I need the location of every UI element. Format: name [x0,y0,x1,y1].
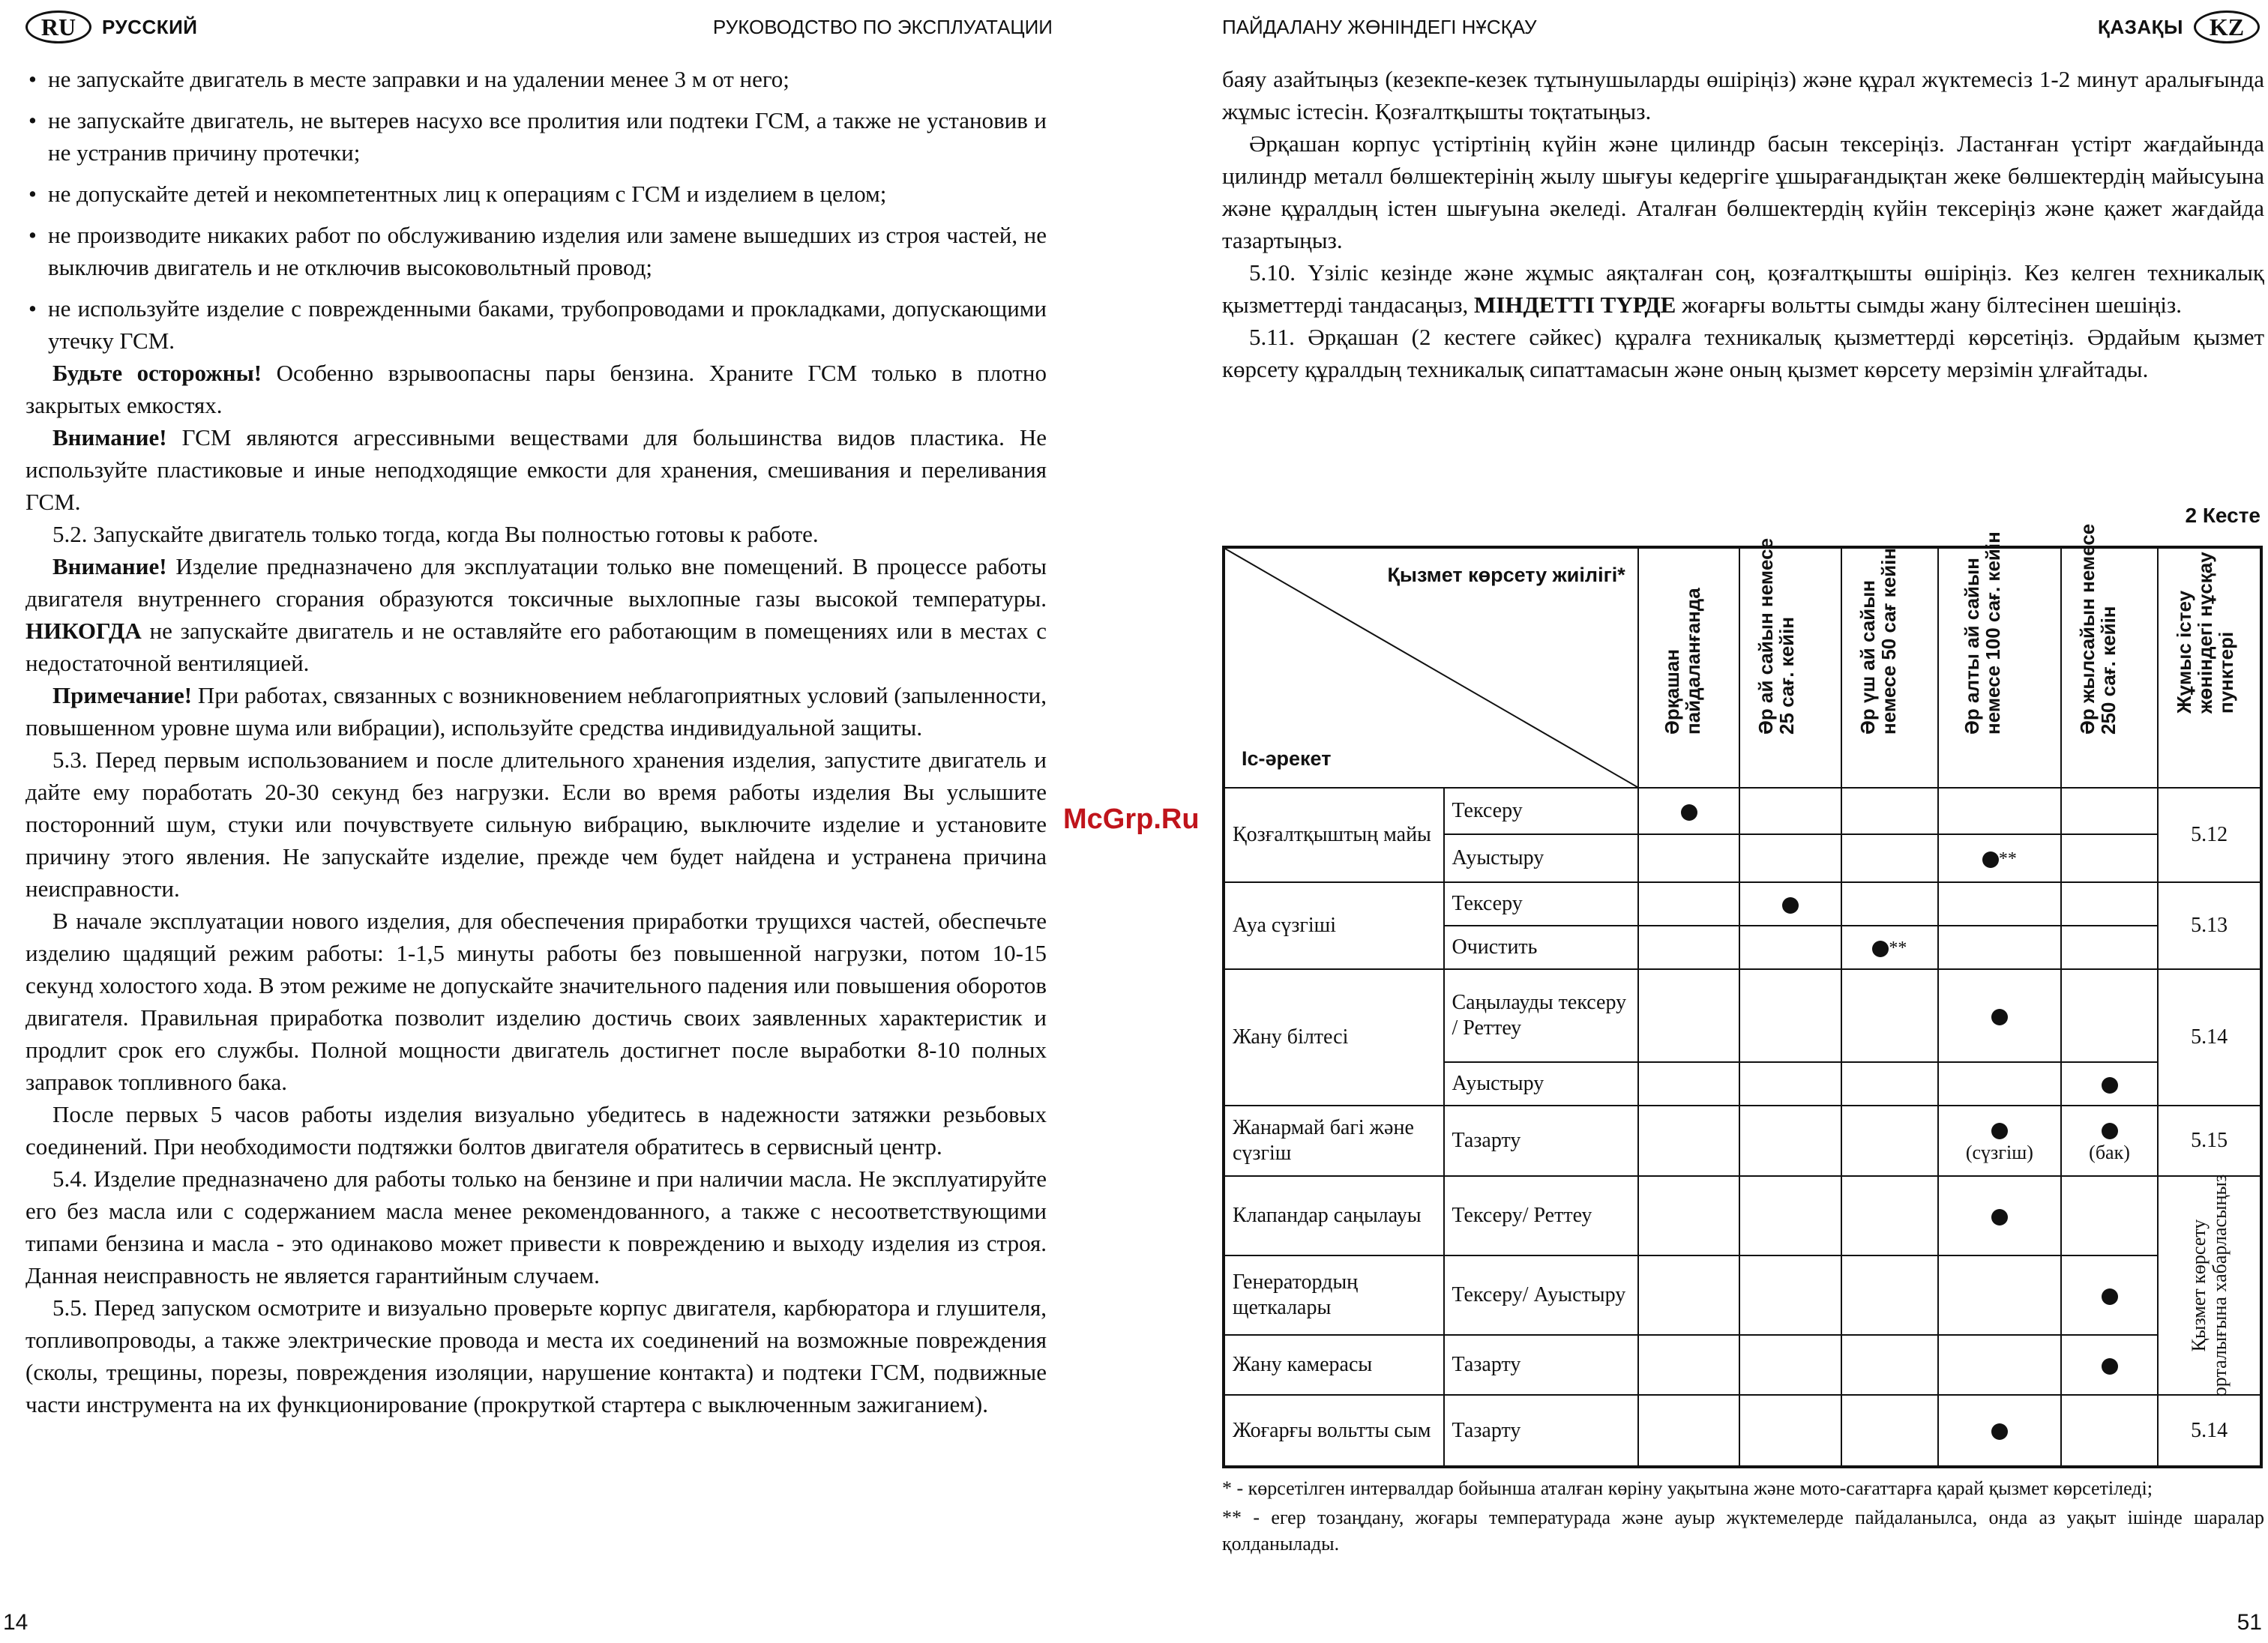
frequency-label: Қызмет көрсету жиілігі* [1387,564,1625,586]
service-center-note: Қызмет көрсету орталығына хабарласыңыз [2187,1174,2231,1397]
item-cell: Ауа сүзгіші [1224,882,1444,969]
column-header: Әр жылсайын немесе 250 сағ. кейін [2061,547,2159,788]
item-cell: Жану білтесі [1224,969,1444,1106]
mark-dot [1782,897,1799,914]
bullet-item: • не запускайте двигатель в месте заправки и на удалении менее 3 м от него; [25,63,1047,95]
mark-cell [2061,1255,2159,1335]
item-cell: Генератордың щеткалары [1224,1255,1444,1335]
section-5-11: 5.11. Әрқашан (2 кестеге сәйкес) құралға техникалық қызметтерді көрсетіңіз. Әрдайым қызмет көрсету құралдың техникалық сипаттамасын және оның қызмет көрсету мерзімін ұлғайтады. [1222,324,2264,382]
mark-dot [1991,1423,2008,1440]
bullet-item: • не допускайте детей и некомпетентных лиц к операциям с ГСМ и изделием в целом; [25,178,1047,210]
section-5-5: 5.5. Перед запуском осмотрите и визуально проверьте корпус двигателя, карбюратора и глушителя, топливопроводы, а также электрические провода и места их соединений на возможные повреждения (сколы, трещины, порезы, повреждения изоляции, нарушение контакта) и подтеки ГСМ, подвижные части инструмента на их функционирование (прокруткой стартера с выключенным зажиганием). [25,1294,1047,1417]
action-cell: Очистить [1444,926,1638,969]
table-row [1224,1335,2261,1395]
action-cell: Саңылауды тексеру / Реттеу [1444,969,1638,1062]
service-center-note-cell [2158,1176,2261,1395]
action-cell: Тазарту [1444,1106,1638,1176]
action-cell: Ауыстыру [1444,834,1638,882]
left-header-title: РУКОВОДСТВО ПО ЭКСПЛУАТАЦИИ [712,15,1053,38]
action-cell: Ауыстыру [1444,1062,1638,1106]
mark-cell [1938,1176,2061,1255]
bullet-item: • не производите никаких работ по обслуживанию изделия или замене вышедших из строя частей, не выключив двигатель и не отключив высоковольтный провод; [25,219,1047,283]
mark-dot [1991,1209,2008,1226]
action-cell: Тексеру [1444,788,1638,834]
column-header: Әр ай сайын немесе 25 сағ. кейін [1739,547,1841,788]
left-language-name: РУССКИЙ [102,15,198,38]
action-cell: Тексеру/ Ауыстыру [1444,1255,1638,1335]
after-5-hours-paragraph: После первых 5 часов работы изделия визуально убедитесь в надежности затяжки резьбовых соединений. При необходимости подтяжки болтов двигателя обратитесь в сервисный центр. [25,1101,1047,1160]
mark-cell [1938,834,2061,882]
mark-cell [2061,1106,2159,1176]
item-cell: Қозғалтқыштың майы [1224,788,1444,882]
table-row [1224,1255,2261,1335]
section-5-2: 5.2. Запускайте двигатель только тогда, когда Вы полностью готовы к работе. [52,521,819,547]
mark-caption: (сүзгіш) [1965,1142,2033,1163]
column-header: Әр үш ай сайын немесе 50 сағ кейін [1841,547,1938,788]
table-row [1224,1176,2261,1255]
action-cell: Тексеру [1444,882,1638,926]
action-cell: Тазарту [1444,1335,1638,1395]
watermark: McGrp.Ru [1063,804,1200,835]
column-header: Әр алты ай сайын немесе 100 сағ. кейін [1938,547,2061,788]
section-5-3: 5.3. Перед первым использованием и после длительного хранения изделия, запустите двигатель и дайте ему поработать 20-30 секунд без нагрузки. Если во время работы изделия Вы услышите посторонний шум, стуки или почувствуете сильную вибрацию, выключите изделие и установите причину этого явления. Не запускайте изделие, прежде чем будет найдена и устранена причина неисправности. [25,747,1047,902]
action-cell: Тексеру/ Реттеу [1444,1176,1638,1255]
ref-cell: 5.14 [2158,1395,2261,1467]
mark-cell [1938,1395,2061,1467]
mark-cell [1739,882,1841,926]
table-row [1224,1106,2261,1176]
mark-dot [2102,1123,2118,1139]
continued-paragraph: баяу азайтыңыз (кезекпе-кезек тұтынушыларды өшіріңіз) және құрал жүктемесіз 1-2 минут аралығында жұмыс істесін. Қозғалтқышты тоқтатыңыз. [1222,66,2264,124]
mark-cell [1938,1106,2061,1176]
footnote-double-asterisk: ** - егер тозаңдану, жоғары температурада және ауыр жүктемелерде пайдаланылса, онда аз уақыт ішінде шаралар қолданылады. [1222,1507,2264,1555]
bullet-item: • не запускайте двигатель, не вытерев насухо все пролития или подтеки ГСМ, а также не установив и не устранив причину протечки; [25,104,1047,169]
safety-bullet-list [25,63,1047,357]
mark-cell [1841,926,1938,969]
item-cell: Жанармай багі және сүзгіш [1224,1106,1444,1176]
action-label: Іс-әрекет [1242,747,1332,770]
ref-cell: 5.15 [2158,1106,2261,1176]
right-body-text [1222,63,2264,385]
table-row [1224,882,2261,926]
mark-dot [2102,1358,2118,1375]
table-row [1224,969,2261,1062]
column-header: Әрқашан пайдаланғанда [1638,547,1739,788]
mark-dot [1991,1123,2008,1139]
right-language-name: ҚАЗАҚЫ [2097,15,2183,38]
right-page-header [1222,10,2260,43]
bullet-item: • не используйте изделие с поврежденными баками, трубопроводами и прокладками, допускающими утечку ГСМ. [25,292,1047,357]
double-asterisk: ** [1998,849,2017,869]
item-cell: Жоғарғы вольтты сым [1224,1395,1444,1467]
note-paragraph: Примечание! При работах, связанных с возникновением неблагоприятных условий (запыленности, повышенном уровне шума или вибрации), используйте средства индивидуальной защиты. [25,682,1047,741]
table-row [1224,1395,2261,1467]
mark-caption: (бак) [2089,1142,2130,1163]
maintenance-table [1222,523,2263,1468]
item-cell: Жану камерасы [1224,1335,1444,1395]
diagonal-header-cell [1224,547,1638,788]
mark-cell [2061,1062,2159,1106]
section-5-10: 5.10. Үзіліс кезінде және жұмыс аяқталған соң, қозғалтқышты өшіріңіз. Кез келген техникалық қызметтерді тандасаңыз, МІНДЕТТІ ТҮРДЕ жоғарғы вольтты сымды жану білтесінен шешіңіз. [1222,259,2264,318]
attention-outdoor-paragraph: Внимание! Изделие предназначено для эксплуатации только вне помещений. В процессе работы двигателя внутреннего сгорания образуются токсичные выхлопные газы высокой температуры. НИКОГДА не запускайте двигатель и не оставляйте его работающим в помещениях или в местах с недостаточной вентиляцией. [25,553,1047,676]
double-asterisk: ** [1889,938,1907,959]
attention-plastic-paragraph: Внимание! ГСМ являются агрессивными веществами для большинства видов пластика. Не используйте пластиковые и иные неподходящие емкости для хранения, смешивания и переливания ГСМ. [25,424,1047,515]
ref-cell: 5.12 [2158,788,2261,882]
mark-dot [2102,1077,2118,1094]
table-footnotes [1222,1475,2264,1557]
ref-cell: 5.13 [2158,882,2261,969]
table-header-row [1224,547,2261,788]
mark-dot [1982,851,1999,868]
mark-dot [1681,804,1697,821]
section-5-4: 5.4. Изделие предназначено для работы только на бензине и при наличии масла. Не эксплуатируйте его без масла или с содержанием масла менее рекомендованного, а также с несоответствующими типами бензина и масла - это одинаково может привести к повреждению и выходу изделия из строя. Данная неисправность не является гарантийным случаем. [25,1166,1047,1288]
left-page-number: 14 [3,1610,28,1635]
mark-cell [1638,788,1739,834]
mark-dot [1991,1009,2008,1025]
check-housing-paragraph: Әрқашан корпус үстіртінің күйін және цилиндр басын тексеріңіз. Ластанған үстірт жағдайында цилиндр металл бөлшектерінің жылу шығуы кедергіге ұшырағандықтан жеке бөлшектердің майысуына және құралдың істен шығуына әкеледі. Аталған бөлшектердің күйін тексеріңіз және қажет жағдайда тазартыңыз. [1222,130,2264,253]
mark-dot [2102,1288,2118,1305]
table-row [1224,788,2261,834]
mark-cell [1938,969,2061,1062]
right-page-number: 51 [2237,1610,2262,1635]
break-in-paragraph: В начале эксплуатации нового изделия, для обеспечения приработки трущихся частей, обеспечьте изделию щадящий режим работы: 1-1,5 минуты работы без повышенной нагрузки, потом 10-15 секунд холостого хода. В этом режиме не допускайте значительного падения или повышения оборотов двигателя. Правильная приработка позволит изделию достичь своих заявленных характеристик и продлит срок его службы. Полной мощности двигатель достигнет после выработки 8-10 полных заправок топливного бака. [25,908,1047,1095]
action-cell: Тазарту [1444,1395,1638,1467]
column-header: Жұмыс істеу жөніндегі нұсқау пунктері [2158,547,2261,788]
kz-language-badge: KZ [2194,10,2260,43]
right-header-title: ПАЙДАЛАНУ ЖӨНІНДЕГІ НҰСҚАУ [1222,15,1537,38]
careful-paragraph: Будьте осторожны! Особенно взрывоопасны пары бензина. Храните ГСМ только в плотно закрытых емкостях. [25,360,1047,418]
footnote-asterisk: * - көрсетілген интервалдар бойынша аталған көріну уақытына және мото-сағаттарға қарай қызмет көрсетіледі; [1222,1477,2153,1499]
mark-cell [2061,1335,2159,1395]
left-body-text [25,63,1047,1420]
left-page-header [25,10,1053,43]
table-caption: 2 Кесте [2185,504,2261,527]
mark-dot [1872,941,1889,957]
left-page [0,0,1065,1643]
item-cell: Клапандар саңылауы [1224,1176,1444,1255]
ru-language-badge: RU [25,10,91,43]
ref-cell: 5.14 [2158,969,2261,1106]
